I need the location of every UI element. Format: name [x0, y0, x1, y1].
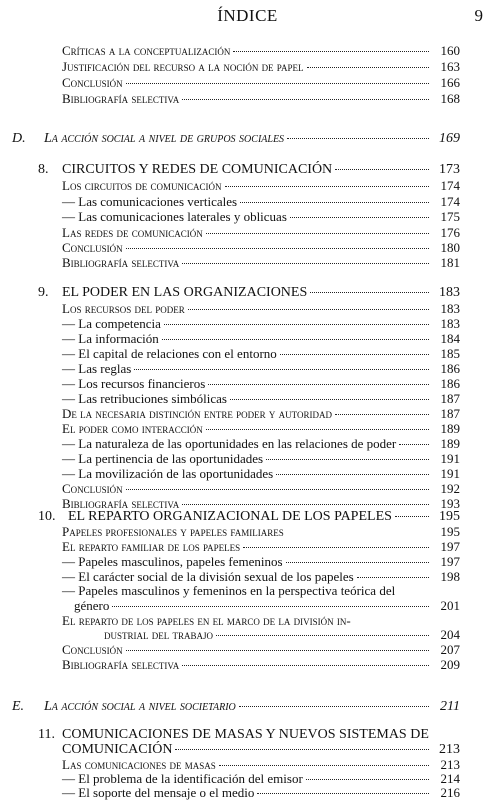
toc-entry: [62, 452, 460, 466]
entry-page: 173: [439, 162, 460, 177]
entry-page: 189: [440, 436, 460, 451]
dot-leader: [290, 217, 429, 218]
entry-label: EL PODER EN LAS ORGANIZACIONES: [62, 285, 308, 300]
toc-entry: [62, 210, 460, 224]
entry-label: Las comunicaciones de masas: [62, 757, 216, 772]
toc-entry: [62, 540, 460, 554]
dot-leader: [399, 444, 429, 445]
entry-label: — La información: [62, 331, 159, 346]
dot-leader: [112, 606, 429, 607]
dot-leader: [126, 83, 429, 84]
toc-entry: [62, 525, 460, 539]
entry-page: 181: [440, 255, 460, 270]
toc-entry: [62, 256, 460, 270]
toc-entry: [62, 241, 460, 255]
dot-leader: [307, 67, 430, 68]
dot-leader: [225, 186, 429, 187]
toc-entry: [62, 302, 460, 316]
entry-page: 213: [439, 742, 460, 757]
entry-page: 175: [440, 209, 460, 224]
entry-label: — Papeles masculinos, papeles femeninos: [62, 554, 283, 569]
section-letter: D.: [12, 131, 26, 146]
chapter-number: 10.: [38, 509, 56, 524]
entry-label: — La naturaleza de las oportunidades en las relaciones de poder: [62, 436, 397, 451]
toc-entry: [62, 347, 460, 361]
entry-label: Conclusión: [62, 642, 123, 657]
entry-label: COMUNICACIONES DE MASAS Y NUEVOS SISTEMAS DE: [62, 727, 429, 742]
entry-label: — El soporte del mensaje o el medio: [62, 785, 255, 800]
toc-entry: [62, 570, 460, 584]
entry-page: 183: [440, 316, 460, 331]
entry-label: Bibliografía selectiva: [62, 255, 180, 270]
entry-page: 198: [440, 569, 460, 584]
page-title: ÍNDICE: [217, 6, 278, 25]
toc-section: [12, 132, 460, 146]
dot-leader: [208, 384, 429, 385]
entry-page: 176: [440, 225, 460, 240]
entry-page: 186: [440, 361, 460, 376]
toc-entry: [62, 758, 460, 772]
dot-leader: [206, 429, 429, 430]
chapter-number: 11.: [38, 727, 55, 742]
entry-label: Conclusión: [62, 75, 123, 90]
dot-leader: [266, 459, 429, 460]
toc-entry-line1: — Papeles masculinos y femeninos en la perspectiva teórica del: [62, 583, 396, 598]
dot-leader: [182, 99, 429, 100]
dot-leader: [126, 248, 429, 249]
entry-label: Las redes de comunicación: [62, 225, 203, 240]
entry-page: 160: [440, 43, 460, 58]
dot-leader: [276, 474, 429, 475]
entry-page: 183: [439, 285, 460, 300]
entry-page: 174: [440, 178, 460, 193]
entry-label: género: [74, 598, 110, 613]
dot-leader: [216, 635, 429, 636]
entry-page: 191: [440, 451, 460, 466]
entry-page: 187: [440, 391, 460, 406]
dot-leader: [357, 577, 429, 578]
dot-leader: [182, 665, 429, 666]
entry-label: — El problema de la identificación del emisor: [62, 771, 303, 786]
entry-page: 209: [440, 657, 460, 672]
dot-leader: [239, 706, 429, 707]
entry-page: 185: [440, 346, 460, 361]
entry-page: 195: [439, 509, 460, 524]
entry-page: 189: [440, 421, 460, 436]
entry-page: 163: [440, 59, 460, 74]
entry-label: Críticas a la conceptualización: [62, 43, 231, 58]
toc-entry: [62, 772, 460, 786]
toc-entry: [62, 44, 460, 58]
entry-page: 166: [440, 75, 460, 90]
entry-label: La acción social a nivel societario: [44, 699, 236, 714]
entry-label: Justificación del recurso a la noción de papel: [62, 59, 304, 74]
entry-label: De la necesaria distinción entre poder y autoridad: [62, 406, 332, 421]
entry-page: 207: [440, 642, 460, 657]
entry-page: 180: [440, 240, 460, 255]
dot-leader: [395, 516, 429, 517]
dot-leader: [335, 169, 429, 170]
toc-chapter: [38, 163, 460, 177]
entry-label: Los recursos del poder: [62, 301, 185, 316]
entry-label: — Las comunicaciones verticales: [62, 194, 238, 209]
dot-leader: [257, 793, 429, 794]
entry-page: 197: [440, 554, 460, 569]
entry-label: El poder como interacción: [62, 421, 203, 436]
toc-entry: [62, 658, 460, 672]
entry-page: 183: [440, 301, 460, 316]
toc-entry: [62, 226, 460, 240]
toc-entry: [62, 179, 460, 193]
dot-leader: [240, 202, 429, 203]
toc-entry: [62, 555, 460, 569]
toc-entry: [62, 482, 460, 496]
entry-label: Papeles profesionales y papeles familiares: [62, 524, 284, 539]
dot-leader: [182, 263, 429, 264]
dot-leader: [188, 309, 429, 310]
entry-label: dustrial del trabajo: [104, 627, 213, 642]
toc-entry: [62, 407, 460, 421]
entry-page: 169: [439, 131, 460, 146]
dot-leader: [310, 292, 429, 293]
dot-leader: [243, 547, 429, 548]
dot-leader: [335, 414, 429, 415]
entry-label: EL REPARTO ORGANIZACIONAL DE LOS PAPELES: [68, 509, 392, 524]
entry-label: — La competencia: [62, 316, 161, 331]
toc-chapter: [38, 510, 460, 524]
dot-leader: [162, 339, 429, 340]
entry-page: 216: [440, 785, 460, 800]
entry-label: — El capital de relaciones con el entorno: [62, 346, 277, 361]
toc-chapter-line1: [38, 728, 460, 742]
entry-page: 168: [440, 91, 460, 106]
toc-entry: [74, 599, 460, 613]
entry-label: COMUNICACIÓN: [62, 742, 173, 757]
dot-leader: [206, 233, 429, 234]
dot-leader: [280, 354, 429, 355]
toc-entry: [62, 362, 460, 376]
dot-leader: [134, 369, 429, 370]
toc-entry: [62, 392, 460, 406]
dot-leader: [126, 650, 429, 651]
entry-label: — Las retribuciones simbólicas: [62, 391, 227, 406]
toc-entry: [104, 628, 460, 642]
dot-leader: [219, 765, 429, 766]
chapter-number: 8.: [38, 162, 49, 177]
entry-page: 201: [440, 598, 460, 613]
entry-label: La acción social a nivel de grupos sociales: [44, 131, 285, 146]
entry-label: — Las reglas: [62, 361, 132, 376]
entry-label: Bibliografía selectiva: [62, 91, 180, 106]
entry-page: 191: [440, 466, 460, 481]
dot-leader: [230, 399, 429, 400]
dot-leader: [306, 779, 429, 780]
toc-section: [12, 700, 460, 714]
entry-label: — La pertinencia de las oportunidades: [62, 451, 264, 466]
toc-chapter: [38, 286, 460, 300]
chapter-number: 9.: [38, 285, 49, 300]
entry-label: Conclusión: [62, 481, 123, 496]
entry-label: Los circuitos de comunicación: [62, 178, 222, 193]
entry-page: 192: [440, 481, 460, 496]
entry-label: Bibliografía selectiva: [62, 657, 180, 672]
section-letter: E.: [12, 699, 25, 714]
dot-leader: [126, 489, 429, 490]
entry-page: 174: [440, 194, 460, 209]
dot-leader: [286, 562, 429, 563]
entry-page: 184: [440, 331, 460, 346]
dot-leader: [175, 749, 429, 750]
toc-entry: [62, 92, 460, 106]
entry-page: 186: [440, 376, 460, 391]
entry-label: — El carácter social de la división sexual de los papeles: [62, 569, 354, 584]
toc-entry: [62, 76, 460, 90]
entry-label: — Las comunicaciones laterales y oblicuas: [62, 209, 287, 224]
toc-entry: [62, 422, 460, 436]
toc-entry: [62, 317, 460, 331]
toc-entry: [62, 786, 460, 800]
entry-page: 187: [440, 406, 460, 421]
entry-label: Bibliografía selectiva: [62, 496, 180, 511]
entry-page: 193: [440, 496, 460, 511]
toc-entry: [62, 332, 460, 346]
toc-entry: [62, 437, 460, 451]
entry-page: 204: [440, 627, 460, 642]
entry-page: 211: [440, 699, 460, 714]
dot-leader: [233, 51, 429, 52]
toc-entry: [62, 195, 460, 209]
entry-label: — La movilización de las oportunidades: [62, 466, 274, 481]
toc-entry: [62, 60, 460, 74]
page-number: 9: [474, 6, 483, 25]
entry-page: 214: [440, 771, 460, 786]
entry-label: CIRCUITOS Y REDES DE COMUNICACIÓN: [62, 162, 333, 177]
toc-entry: [62, 643, 460, 657]
entry-label: El reparto familiar de los papeles: [62, 539, 241, 554]
dot-leader: [164, 324, 429, 325]
toc-chapter: [62, 743, 460, 757]
dot-leader: [182, 504, 429, 505]
entry-page: 197: [440, 539, 460, 554]
entry-label: Conclusión: [62, 240, 123, 255]
entry-label: — Los recursos financieros: [62, 376, 206, 391]
entry-page: 195: [440, 524, 460, 539]
entry-page: 213: [440, 757, 460, 772]
toc-entry-line1: El reparto de los papeles en el marco de la división in-: [62, 613, 351, 628]
dot-leader: [287, 138, 429, 139]
toc-entry: [62, 377, 460, 391]
toc-entry: [62, 467, 460, 481]
